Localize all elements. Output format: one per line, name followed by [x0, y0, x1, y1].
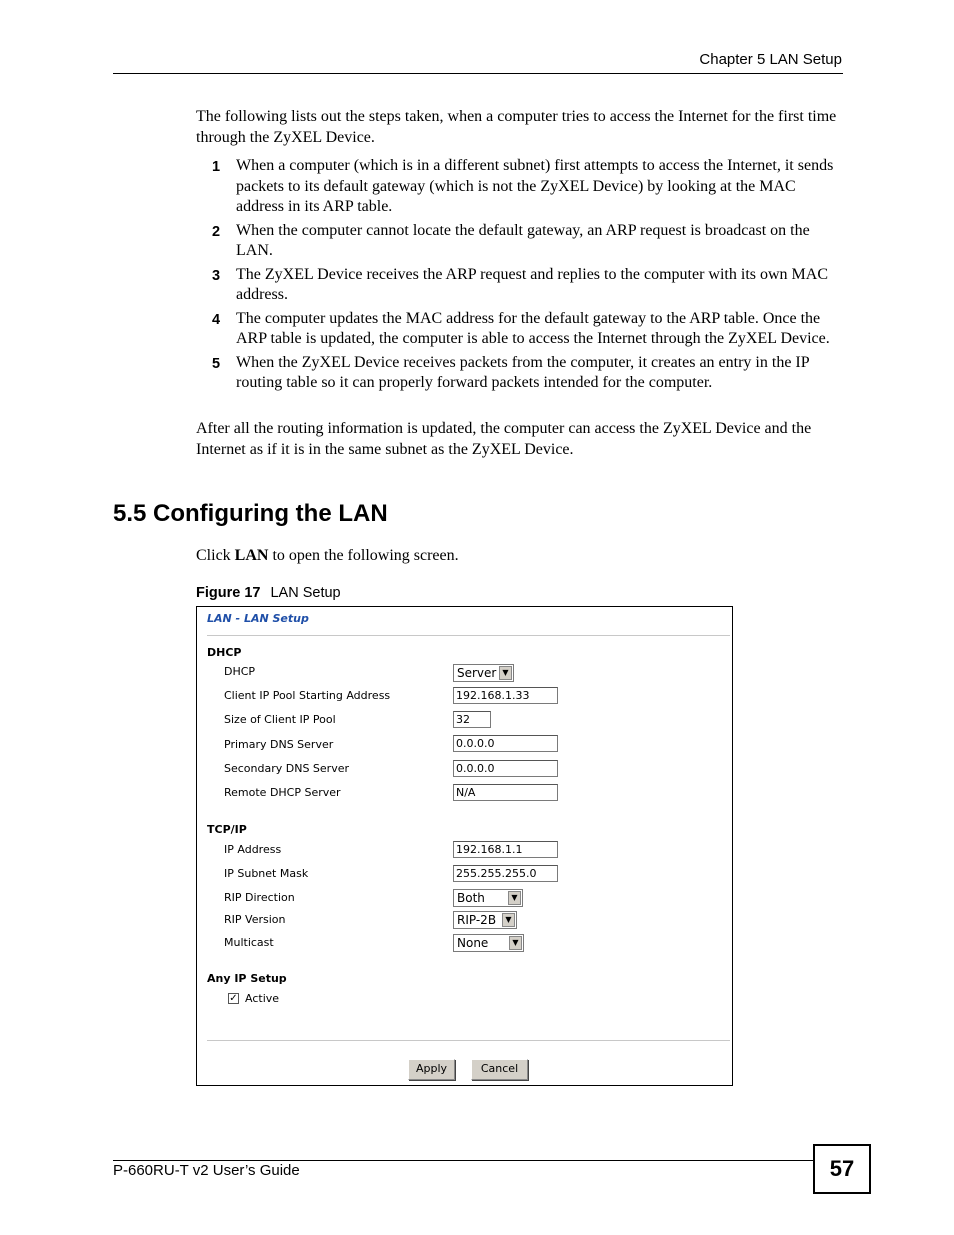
step-text: When the computer cannot locate the default gateway, an ARP request is broadcast on the LAN.: [236, 221, 810, 259]
running-header: Chapter 5 LAN Setup: [699, 51, 842, 68]
apply-button[interactable]: Apply: [408, 1059, 455, 1080]
active-label: Active: [245, 992, 280, 1005]
step-number: 1: [212, 159, 221, 175]
step-number: 5: [212, 355, 221, 372]
click-text-bold: LAN: [234, 547, 269, 564]
footer-guide-title: P-660RU-T v2 User’s Guide: [113, 1162, 300, 1179]
remote-dhcp-label: Remote DHCP Server: [224, 786, 341, 799]
list-item: [196, 156, 841, 218]
cancel-button[interactable]: Cancel: [471, 1059, 528, 1080]
chevron-down-icon[interactable]: ▼: [502, 913, 515, 927]
chevron-down-icon[interactable]: ▼: [509, 936, 522, 950]
screen-title: LAN - LAN Setup: [207, 612, 309, 625]
figure-caption: [196, 585, 341, 601]
footer-rule: [113, 1160, 813, 1161]
active-checkbox[interactable]: ✓: [229, 993, 238, 1004]
header-rule: [113, 73, 843, 74]
rip-direction-label: RIP Direction: [224, 891, 295, 904]
step-number: 3: [212, 267, 221, 284]
list-item: [196, 309, 841, 350]
dhcp-select-value: Server: [457, 666, 497, 680]
list-item: [196, 353, 841, 394]
lan-setup-screen: [196, 606, 733, 1086]
multicast-value: None: [457, 936, 489, 950]
any-ip-heading: Any IP Setup: [207, 972, 287, 985]
list-item: [196, 265, 841, 306]
pool-start-label: Client IP Pool Starting Address: [224, 689, 391, 702]
pool-start-input[interactable]: 192.168.1.33: [453, 687, 558, 704]
subnet-mask-input[interactable]: 255.255.255.0: [453, 865, 558, 882]
remote-dhcp-input[interactable]: N/A: [453, 784, 558, 801]
ip-address-input[interactable]: 192.168.1.1: [453, 841, 558, 858]
ip-address-label: IP Address: [224, 843, 282, 856]
button-divider: [207, 1040, 730, 1041]
rip-version-label: RIP Version: [224, 913, 286, 926]
section-title: 5.5 Configuring the LAN: [113, 500, 388, 527]
secondary-dns-input[interactable]: 0.0.0.0: [453, 760, 558, 777]
list-item: [196, 221, 841, 262]
chevron-down-icon[interactable]: ▼: [508, 891, 521, 905]
rip-version-value: RIP-2B: [457, 913, 497, 927]
pool-size-input[interactable]: 32: [453, 711, 491, 728]
steps-list: [196, 156, 841, 397]
figure-caption-text: LAN Setup: [270, 585, 341, 601]
title-divider: [207, 635, 730, 636]
click-text-post: to open the following screen.: [268, 547, 459, 564]
dhcp-label: DHCP: [224, 665, 256, 678]
step-number: 4: [212, 311, 221, 328]
step-text: When a computer (which is in a different subnet) first attempts to access the Internet, it sends packets to its default gateway (which is not the ZyXEL Device) by looking at the MAC address in its ARP table.: [236, 157, 834, 215]
outro-paragraph: After all the routing information is updated, the computer can access the ZyXEL Device and the Internet as if it is in the same subnet as the ZyXEL Device.: [196, 420, 812, 458]
pool-size-label: Size of Client IP Pool: [224, 713, 336, 726]
step-text: The ZyXEL Device receives the ARP request and replies to the computer with its own MAC address.: [236, 265, 828, 303]
chevron-down-icon[interactable]: ▼: [499, 666, 512, 680]
secondary-dns-label: Secondary DNS Server: [224, 762, 350, 775]
step-number: 2: [212, 223, 221, 240]
dhcp-heading: DHCP: [207, 646, 242, 659]
multicast-label: Multicast: [224, 936, 274, 949]
click-text-pre: Click: [196, 547, 235, 564]
page-number: 57: [813, 1144, 871, 1194]
primary-dns-label: Primary DNS Server: [224, 738, 334, 751]
dhcp-select[interactable]: [453, 664, 514, 682]
step-text: When the ZyXEL Device receives packets from the computer, it creates an entry in the IP routing table so it can properly forward packets intended for the computer.: [236, 353, 810, 391]
rip-version-select[interactable]: [453, 911, 517, 929]
intro-paragraph: The following lists out the steps taken, when a computer tries to access the Internet for the first time through the ZyXEL Device.: [196, 108, 837, 146]
tcpip-heading: TCP/IP: [207, 823, 247, 836]
rip-direction-value: Both: [457, 891, 485, 905]
rip-direction-select[interactable]: [453, 889, 523, 907]
subnet-mask-label: IP Subnet Mask: [224, 867, 309, 880]
figure-label: Figure 17: [196, 585, 261, 601]
multicast-select[interactable]: [453, 934, 524, 952]
click-instruction: [196, 546, 841, 567]
step-text: The computer updates the MAC address for the default gateway to the ARP table. Once the ARP table is updated, the computer is able to access the Internet through the ZyXEL Device.: [236, 309, 830, 347]
primary-dns-input[interactable]: 0.0.0.0: [453, 735, 558, 752]
